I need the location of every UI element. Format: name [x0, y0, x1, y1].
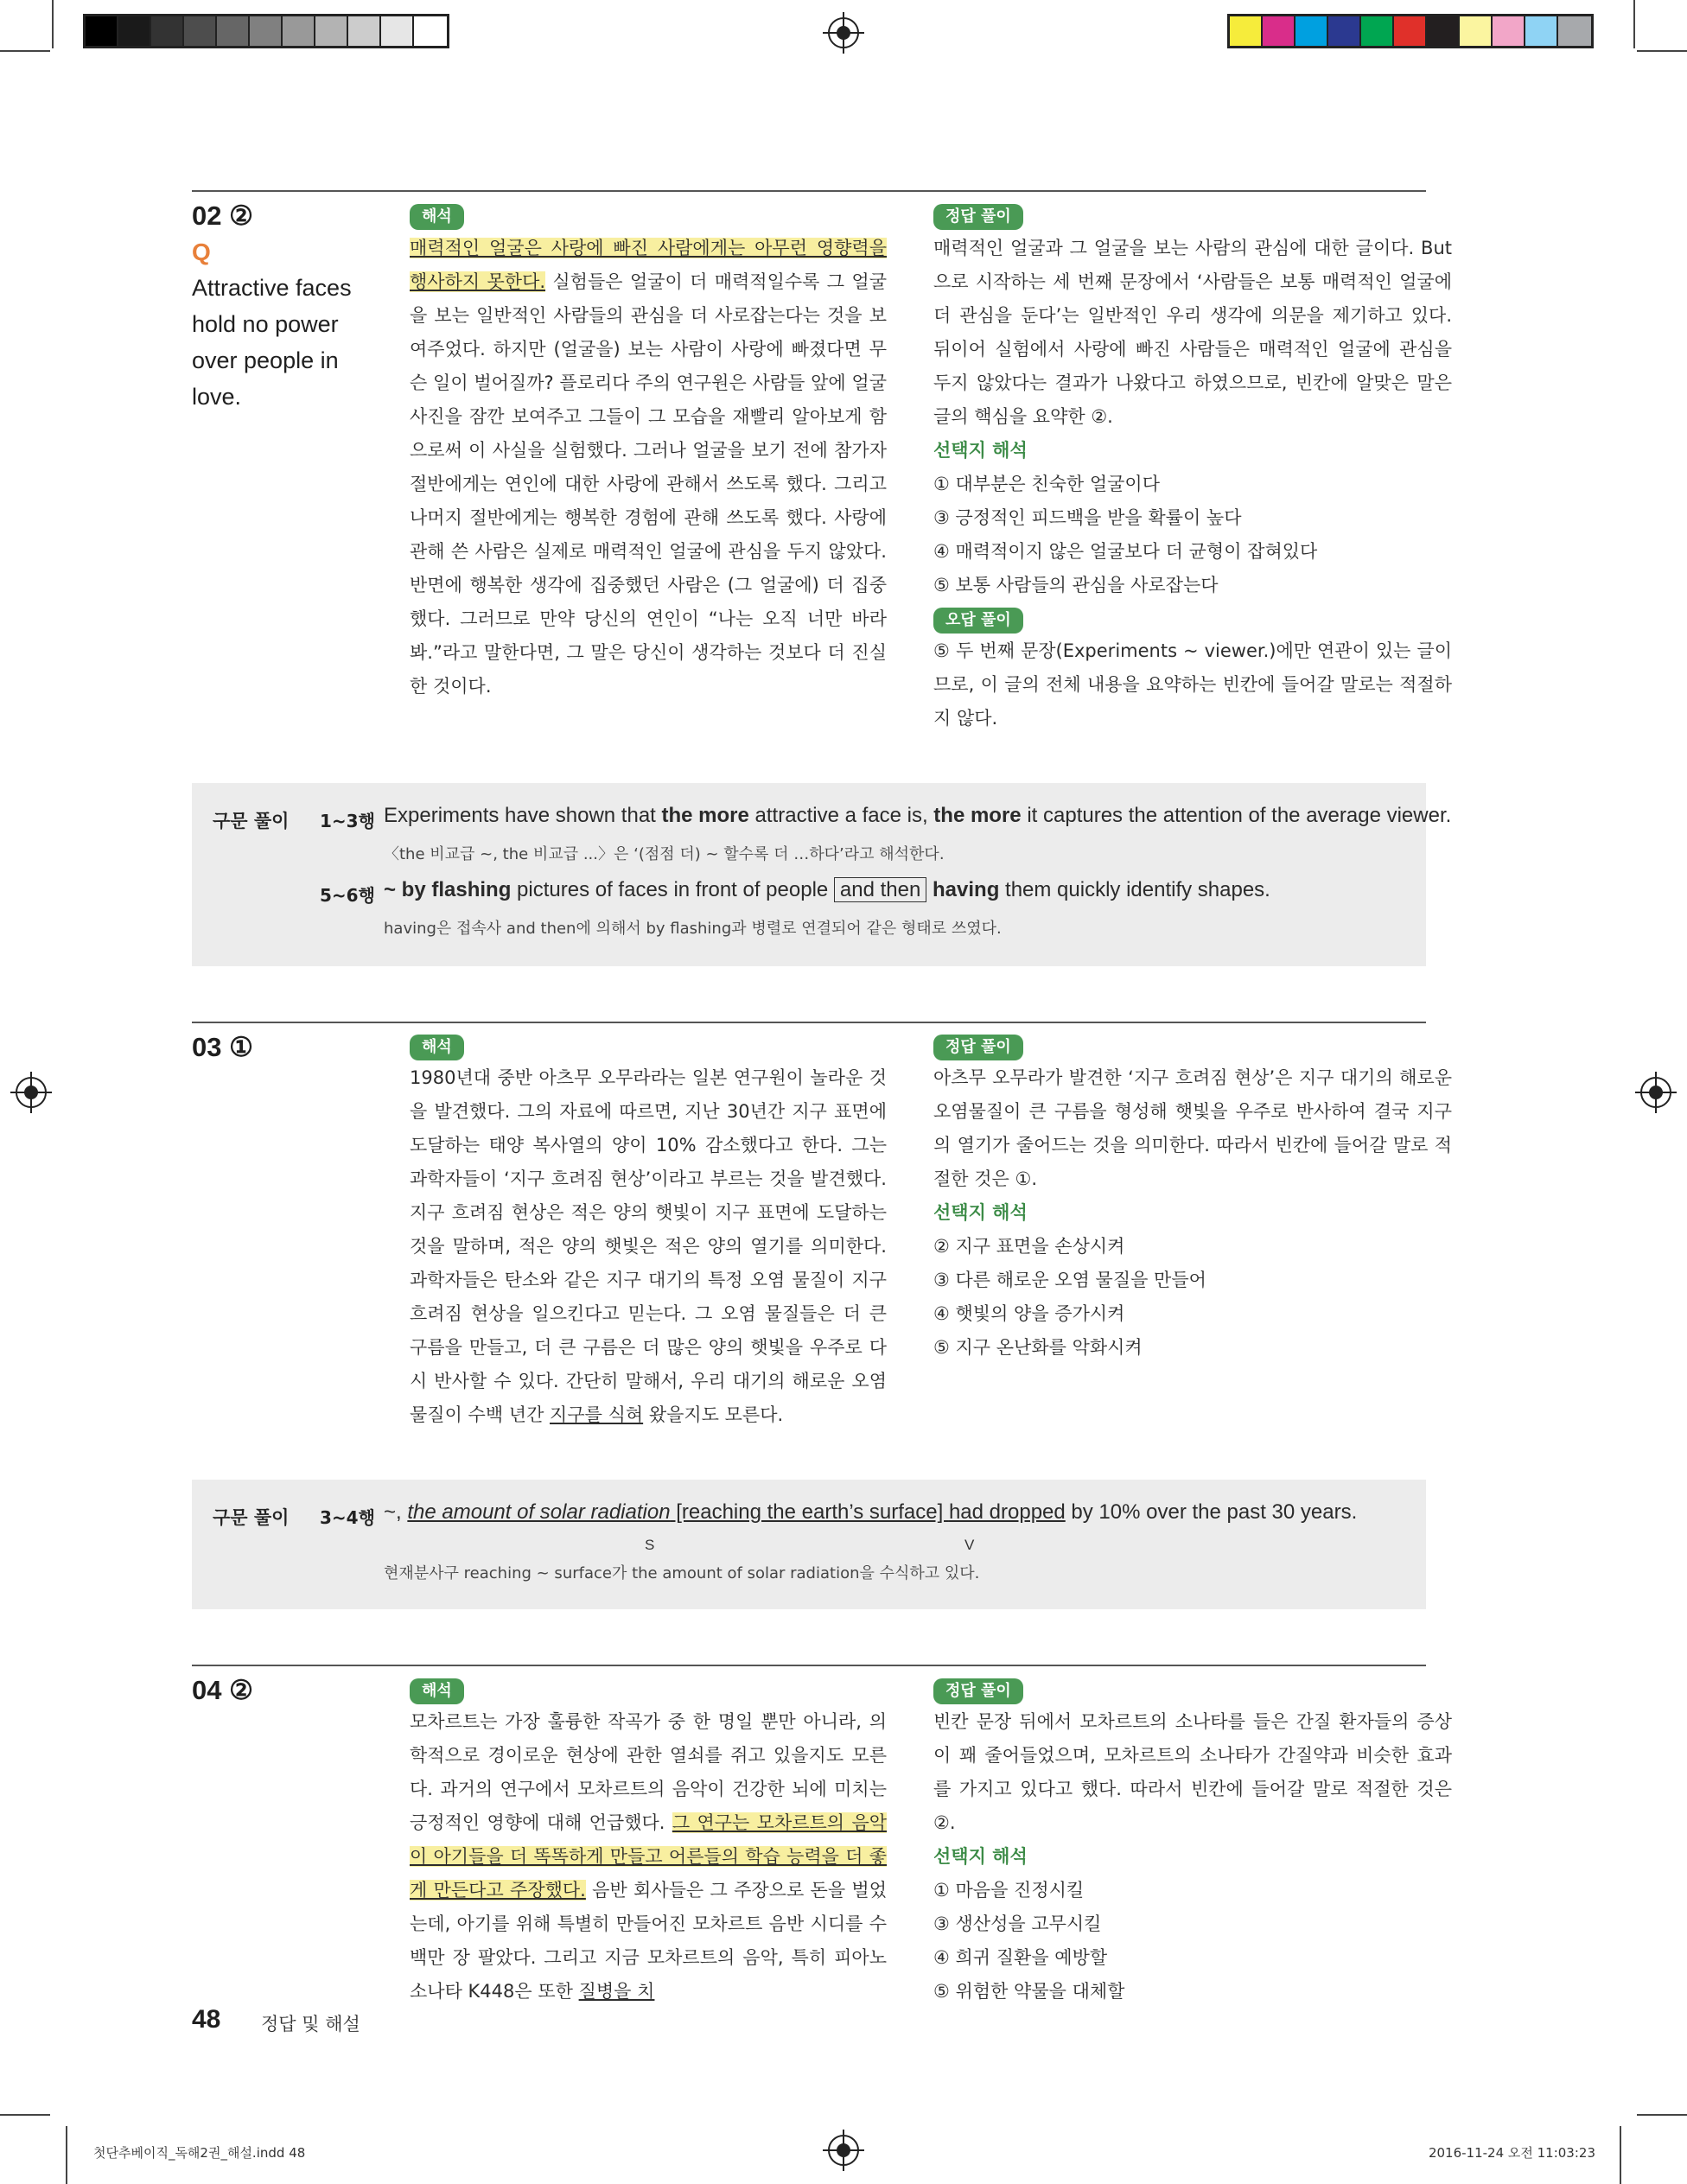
answer-text: 매력적인 얼굴과 그 얼굴을 보는 사람의 관심에 대한 글이다. But으로 시작하는 세 번째 문장에서 ‘사람들은 보통 매력적인 얼굴에 더 관심을 둔다’는 일반적인 우리 생각에 의문을 제기하고 있다. 뒤이어 실험에서 사랑에 빠진 사람들은 매력적인 얼굴에 관심을 두지 않았다는 결과가 나왔다고 하였으므로, 빈칸에 알맞은 말은 글의 핵심을 요약한 ②.: [933, 238, 1452, 427]
q-mark: Q: [192, 239, 211, 265]
choice-item: ④ 햇빛의 양을 증가시켜: [933, 1303, 1125, 1324]
underlined-blank: 질병을 치: [578, 1981, 655, 2002]
color-swatch: [1558, 16, 1591, 46]
syntax-title: 구문 풀이: [213, 811, 290, 831]
crop-mark: [52, 0, 54, 48]
color-swatch: [315, 16, 348, 46]
choice-item: ② 지구 표면을 손상시켜: [933, 1236, 1125, 1257]
question-number: 03 ①: [192, 1032, 253, 1062]
syntax-note: 현재분사구 reaching ~ surface가 the amount of solar radiation을 수식하고 있다.: [384, 1564, 980, 1582]
color-swatch: [1525, 16, 1558, 46]
color-swatch: [1263, 16, 1295, 46]
registration-mark-top: [828, 17, 859, 48]
color-swatch: [1427, 16, 1460, 46]
choices-title: 선택지 해석: [933, 440, 1028, 461]
question-number: 02 ②: [192, 201, 253, 231]
choice-item: ③ 다른 해로운 오염 물질을 만들어: [933, 1270, 1206, 1290]
syntax-note: having은 접속사 and then에 의해서 by flashing과 병렬로 연결되어 같은 형태로 쓰였다.: [384, 920, 1002, 938]
choice-item: ⑤ 보통 사람들의 관심을 사로잡는다: [933, 575, 1219, 595]
syntax-box: [192, 1480, 1426, 1609]
choice-item: ④ 희귀 질환을 예방할: [933, 1947, 1108, 1968]
section-divider: [192, 1022, 1426, 1023]
file-slug: 첫단추베이직_독해2권_해설.indd 48: [93, 2145, 306, 2161]
answer-text: 아츠무 오무라가 발견한 ‘지구 흐려짐 현상’은 지구 대기의 해로운 오염물질이 큰 구름을 형성해 햇빛을 우주로 반사하여 결국 지구의 열기가 줄어드는 것을 의미한다. 따라서 빈칸에 들어갈 말로 적절한 것은 ①.: [933, 1067, 1452, 1189]
choice-item: ⑤ 지구 온난화를 악화시켜: [933, 1337, 1143, 1358]
crop-mark: [1633, 0, 1635, 48]
section-divider: [192, 190, 1426, 192]
color-swatch: [1493, 16, 1525, 46]
answer-badge: 정답 풀이: [933, 1678, 1023, 1704]
page-label: 정답 및 해설: [261, 2014, 360, 2034]
registration-mark-right: [1640, 1077, 1671, 1108]
color-swatch: [1394, 16, 1427, 46]
syntax-title: 구문 풀이: [213, 1507, 290, 1528]
timestamp-slug: 2016-11-24 오전 11:03:23: [1428, 2145, 1595, 2161]
crop-mark: [0, 2114, 50, 2116]
color-swatch: [86, 16, 118, 46]
choice-item: ① 대부분은 친숙한 얼굴이다: [933, 474, 1160, 494]
crop-mark: [1637, 2114, 1687, 2116]
crop-mark: [1620, 2126, 1621, 2184]
choice-item: ③ 긍정적인 피드백을 받을 확률이 높다: [933, 507, 1242, 528]
color-swatch: [1230, 16, 1263, 46]
syntax-sentence: Experiments have shown that the more attractive a face is, the more it captures the attention of the average viewer.: [384, 804, 1452, 827]
crop-mark: [0, 50, 50, 52]
translation-badge: 해석: [410, 204, 464, 230]
color-swatch: [250, 16, 283, 46]
answer-explanation: [933, 232, 1452, 602]
wrong-answer-badge: 오답 풀이: [933, 608, 1023, 634]
verb-mark: V: [964, 1537, 975, 1553]
line-ref: 3~4행: [320, 1507, 375, 1528]
syntax-sentence: ~ by flashing pictures of faces in front of people and then having them quickly identify shapes.: [384, 878, 1270, 901]
page-number: 48: [192, 2005, 221, 2034]
registration-mark-left: [16, 1077, 47, 1108]
color-swatch: [381, 16, 414, 46]
translation-text: 1980년대 중반 아츠무 오무라라는 일본 연구원이 놀라운 것을 발견했다. 그의 자료에 따르면, 지난 30년간 지구 표면에 도달하는 태양 복사열의 양이 10% 감소했다고 한다. 그는 과학자들이 ‘지구 흐려짐 현상’이라고 부르는 것을 발견했다. 지구 흐려짐 현상은 적은 양의 햇빛이 지구 표면에 도달하는 것을 말하며, 적은 양의 햇빛은 적은 양의 열기를 의미한다. 과학자들은 탄소와 같은 지구 대기의 특정 오염 물질이 지구 흐려짐 현상을 일으킨다고 믿는다. 그 오염 물질들은 더 큰 구름을 만들고, 더 큰 구름은 더 많은 양의 햇빛을 우주로 다시 반사할 수 있다. 간단히 말해서, 우리 대기의 해로운 오염 물질이 수백 년간 지구를 식혀 왔을지도 모른다.: [410, 1067, 887, 1425]
choice-item: ④ 매력적이지 않은 얼굴보다 더 균형이 잡혀있다: [933, 541, 1318, 562]
color-swatch: [414, 16, 447, 46]
choice-item: ⑤ 위험한 약물을 대체할: [933, 1981, 1125, 2002]
highlighted-sentence: 그 연구는 모차르트의 음악이 아기들을 더 똑똑하게 만들고 어른들의 학습 능력을 더 좋게 만든다고 주장했다.: [410, 1812, 888, 1901]
choices-title: 선택지 해석: [933, 1202, 1028, 1223]
line-ref: 5~6행: [320, 885, 375, 906]
syntax-sentence: ~, the amount of solar radiation [reaching the earth’s surface] had dropped by 10% over the past 30 years.: [384, 1500, 1358, 1524]
translation-text: 모차르트는 가장 훌륭한 작곡가 중 한 명일 뿐만 아니라, 의학적으로 경이로운 현상에 관한 열쇠를 쥐고 있을지도 모른다. 과거의 연구에서 모차르트의 음악이 건강한 뇌에 미치는 긍정적인 영향에 대해 언급했다. 그 연구는 모차르트의 음악이 아기들을 더 똑똑하게 만들고 어른들의 학습 능력을 더 좋게 만든다고 주장했다. 음반 회사들은 그 주장으로 돈을 벌었는데, 아기를 위해 특별히 만들어진 모차르트 음반 시디를 수백만 장 팔았다. 그리고 지금 모차르트의 음악, 특히 피아노 소나타 K448은 또한 질병을 치: [410, 1711, 888, 2002]
crop-mark: [1637, 50, 1687, 52]
summary-sentence: Attractive faces hold no power over people in love.: [192, 275, 352, 410]
answer-badge: 정답 풀이: [933, 204, 1023, 230]
gray-swatch-strip: [83, 14, 449, 48]
underlined-blank: 지구를 식혀: [550, 1404, 644, 1425]
registration-mark-bottom: [828, 2135, 859, 2166]
color-swatch: [1328, 16, 1361, 46]
answer-text: 빈칸 문장 뒤에서 모차르트의 소나타를 들은 간질 환자들의 증상이 꽤 줄어들었으며, 모차르트의 소나타가 간질약과 비슷한 효과를 가지고 있다고 했다. 따라서 빈칸에 들어갈 말로 적절한 것은 ②.: [933, 1711, 1452, 1833]
line-ref: 1~3행: [320, 811, 375, 831]
translation-badge: 해석: [410, 1035, 464, 1060]
section-divider: [192, 1665, 1426, 1666]
translation-body: 실험들은 얼굴이 더 매력적일수록 그 얼굴을 보는 일반적인 사람들의 관심을 더 사로잡는다는 것을 보여주었다. 하지만 (얼굴을) 보는 사람이 사랑에 빠졌다면 무슨 일이 벌어질까? 플로리다 주의 연구원은 사람들 앞에 얼굴 사진을 잠깐 보여주고 그들이 그 모습을 재빨리 알아보게 함으로써 이 사실을 실험했다. 그러나 얼굴을 보기 전에 참가자 절반에게는 연인에 대한 사랑에 관해서 쓰도록 했다. 그리고 나머지 절반에게는 행복한 경험에 관해 쓰도록 했다. 사랑에 관해 쓴 사람은 실제로 매력적인 얼굴에 관심을 두지 않았다. 반면에 행복한 생각에 집중했던 사람은 (그 얼굴에) 더 집중했다. 그러므로 만약 당신의 연인이 “나는 오직 너만 바라봐.”라고 말한다면, 그 말은 당신이 생각하는 것보다 더 진실한 것이다.: [410, 271, 887, 697]
syntax-box: [192, 783, 1452, 966]
subject-mark: S: [645, 1537, 655, 1553]
syntax-note: 〈the 비교급 ~, the 비교급 ...〉은 ‘(점점 더) ~ 할수록 더 …하다’라고 해석한다.: [384, 845, 945, 863]
answer-badge: 정답 풀이: [933, 1035, 1023, 1060]
color-swatch: [184, 16, 217, 46]
color-swatch: [151, 16, 184, 46]
translation-text: [410, 232, 887, 704]
color-swatch: [348, 16, 381, 46]
color-swatch: [1361, 16, 1394, 46]
color-swatch: [118, 16, 151, 46]
answer-explanation: [933, 1705, 1452, 2009]
choice-item: ① 마음을 진정시킬: [933, 1880, 1085, 1901]
highlighted-sentence: 매력적인 얼굴은 사랑에 빠진 사람에게는 아무런 영향력을 행사하지 못한다.: [410, 238, 887, 292]
choice-item: ③ 생산성을 고무시킬: [933, 1913, 1102, 1934]
color-swatch-strip: [1227, 14, 1594, 48]
wrong-answer-text: ⑤ 두 번째 문장(Experiments ~ viewer.)에만 연관이 있는 글이므로, 이 글의 전체 내용을 요약하는 빈칸에 들어갈 말로는 적절하지 않다.: [933, 640, 1452, 729]
crop-mark: [66, 2126, 67, 2184]
color-swatch: [1460, 16, 1493, 46]
question-number: 04 ②: [192, 1675, 253, 1705]
color-swatch: [283, 16, 315, 46]
answer-explanation: [933, 1061, 1452, 1365]
choices-title: 선택지 해석: [933, 1846, 1028, 1867]
translation-badge: 해석: [410, 1678, 464, 1704]
color-swatch: [217, 16, 250, 46]
color-swatch: [1295, 16, 1328, 46]
